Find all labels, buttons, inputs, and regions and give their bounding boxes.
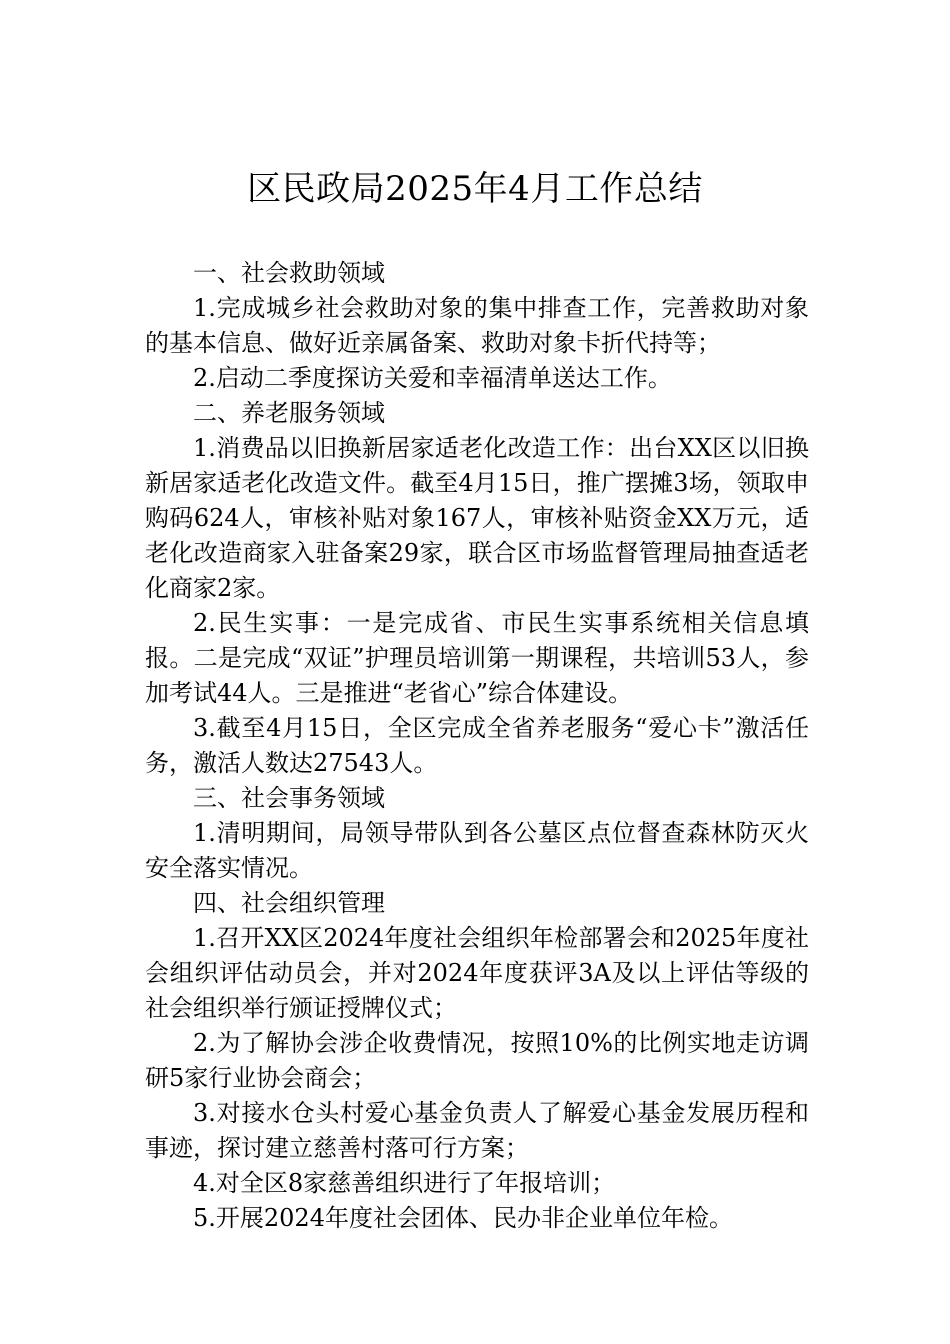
section-item: 3.对接水仓头村爱心基金负责人了解爱心基金发展历程和事迹，探讨建立慈善村落可行方案； [145, 1099, 809, 1162]
section-item: 2.启动二季度探访关爱和幸福清单送达工作。 [193, 364, 672, 392]
section-item: 1.消费品以旧换新居家适老化改造工作：出台XX区以旧换新居家适老化改造文件。截至4月15日，推广摆摊3场，领取申购码624人，审核补贴对象167人，审核补贴资金XX万元，适老化改造商家入驻备案29家，联合区市场监督管理局抽查适老化商家2家。 [145, 434, 809, 602]
section-heading: 四、社会组织管理 [193, 889, 385, 917]
section-item: 4.对全区8家慈善组织进行了年报培训； [193, 1169, 616, 1197]
section-item: 2.为了解协会涉企收费情况，按照10%的比例实地走访调研5家行业协会商会； [145, 1029, 809, 1092]
section-item: 2.民生实事：一是完成省、市民生实事系统相关信息填报。二是完成“双证”护理员培训第一期课程，共培训53人，参加考试44人。三是推进“老省心”综合体建设。 [145, 609, 809, 707]
section-heading: 二、养老服务领域 [193, 399, 385, 427]
section-item: 3.截至4月15日，全区完成全省养老服务“爱心卡”激活任务，激活人数达27543人。 [145, 714, 809, 777]
section-item: 1.完成城乡社会救助对象的集中排查工作，完善救助对象的基本信息、做好近亲属备案、救助对象卡折代持等； [145, 294, 809, 357]
section-item: 1.召开XX区2024年度社会组织年检部署会和2025年度社会组织评估动员会，并对2024年度获评3A及以上评估等级的社会组织举行颁证授牌仪式； [145, 924, 809, 1022]
section-heading: 三、社会事务领域 [193, 784, 385, 812]
section-item: 5.开展2024年度社会团体、民办非企业单位年检。 [193, 1204, 733, 1232]
document-title: 区民政局2025年4月工作总结 [247, 169, 703, 209]
section-heading: 一、社会救助领域 [193, 259, 385, 287]
document-body [145, 256, 809, 1236]
section-item: 1.清明期间，局领导带队到各公墓区点位督查森林防灭火安全落实情况。 [145, 819, 809, 882]
